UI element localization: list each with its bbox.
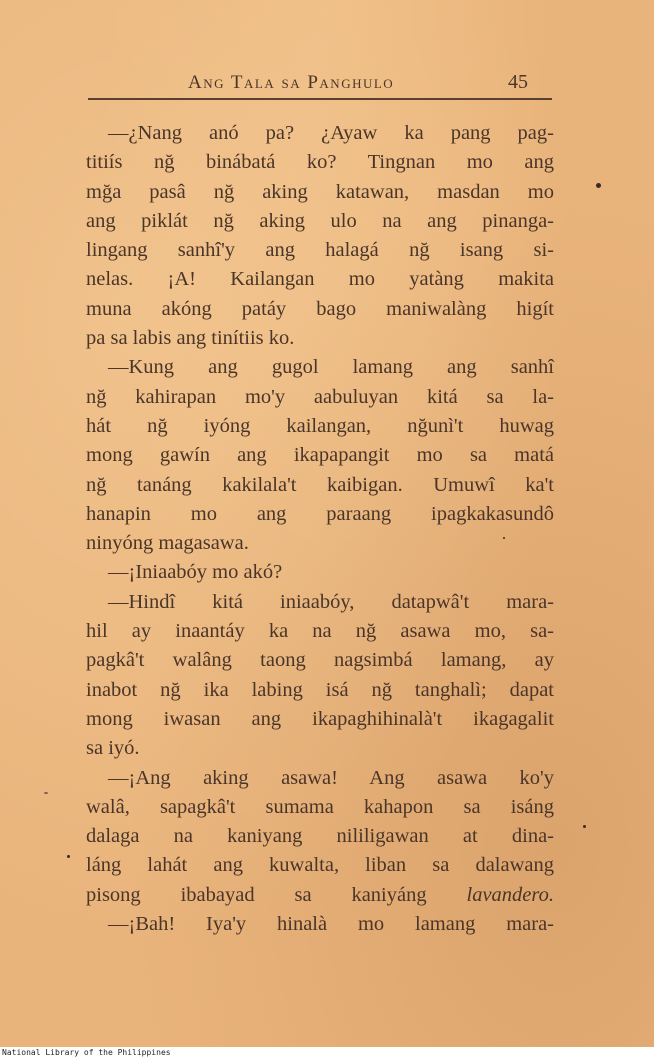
text-line-segment: pisong ibabayad sa kaniyáng <box>86 883 467 906</box>
running-header <box>88 70 552 100</box>
paper-speck <box>503 537 505 539</box>
body-text <box>86 119 554 939</box>
text-line: hát nğ iyóng kailangan, nğunì't huwag <box>86 414 554 437</box>
text-line: muna akóng patáy bago maniwalàng higít <box>86 297 554 320</box>
page-number: 45 <box>508 71 528 93</box>
paper-speck <box>596 183 601 188</box>
text-line: láng lahát ang kuwalta, liban sa dalawang <box>86 854 554 877</box>
text-line: hil ay inaantáy ka na nğ asawa mo, sa- <box>86 620 554 643</box>
text-line: —¿Nang anó pa? ¿Ayaw ka pang pag- <box>108 122 554 144</box>
text-line: dalaga na kaniyang nililigawan at dina- <box>86 825 554 848</box>
text-line: lingang sanhî'y ang halagá nğ isang si- <box>86 239 554 262</box>
running-head-title: Ang Tala sa Panghulo <box>188 72 395 93</box>
text-line: mong iwasan ang ikapaghihinalà't ikagagalit <box>86 707 554 730</box>
text-line: —Hindî kitá iniaabóy, datapwâ't mara- <box>108 590 554 613</box>
text-line: sa iyó. <box>86 737 140 760</box>
text-line: —¡Ang aking asawa! Ang asawa ko'y <box>108 766 554 789</box>
text-line: walâ, sapagkâ't sumama kahapon sa isáng <box>86 795 554 818</box>
text-line: —Kung ang gugol lamang ang sanhî <box>108 356 554 379</box>
text-line: nelas. ¡A! Kailangan mo yatàng makita <box>86 268 554 291</box>
text-line: mğa pasâ nğ aking katawan, masdan mo <box>86 180 554 203</box>
italic-word: lavandero. <box>466 883 554 906</box>
text-line: mong gawín ang ikapapangit mo sa matá <box>86 444 554 467</box>
text-line: —¡Bah! Iya'y hinalà mo lamang mara- <box>108 913 554 936</box>
text-line: —¡Iniaabóy mo akó? <box>108 561 283 584</box>
text-line: nğ tanáng kakilala't kaibigan. Umuwî ka't <box>86 473 554 496</box>
text-line: hanapin mo ang paraang ipagkakasundô <box>86 502 554 525</box>
paper-speck <box>44 792 48 794</box>
text-line: inabot nğ ika labing isá nğ tanghalì; dapat <box>86 678 554 701</box>
text-line: ninyóng magasawa. <box>86 532 249 555</box>
footer-credit: National Library of the Philippines <box>2 1048 171 1057</box>
text-line-with-italic <box>86 881 554 910</box>
text-line: nğ kahirapan mo'y aabuluyan kitá sa la- <box>86 385 554 408</box>
text-line: pa sa labis ang tinítiis ko. <box>86 327 295 350</box>
footer-bar <box>0 1047 654 1058</box>
text-line: ang piklát nğ aking ulo na ang pinanga- <box>86 209 554 232</box>
text-line: pagkâ't walâng taong nagsimbá lamang, ay <box>86 649 554 672</box>
paper-speck <box>583 825 586 828</box>
paper-speck <box>67 855 70 858</box>
text-line: titiís nğ binábatá ko? Tingnan mo ang <box>86 151 554 174</box>
